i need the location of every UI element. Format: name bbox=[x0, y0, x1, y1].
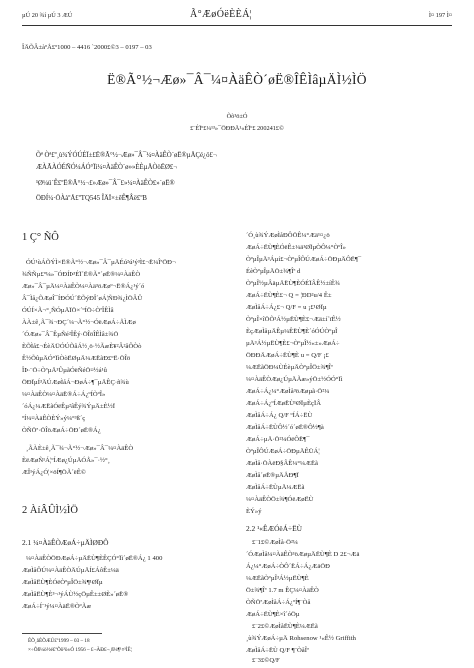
affiliation: £¨ÉÏº£¼¹³»¯ÖÐÐÄ¹«ÉÏº£ 200241£© bbox=[190, 125, 284, 132]
body-line: ÒÑÖª·ÖÎöÆøÁ÷ÖÐ´øË®Á¿ bbox=[22, 427, 101, 434]
body-line: ÖÐÏµÍ³ÄÚÆøÌåÁ¬ÐøÁ÷¶¯µÄÊÇ·ñ¾ù bbox=[22, 379, 129, 386]
body-line: ¼¤ÀäÊÒÖÐÆøÁ÷µÄËÙ¶ÈÊÇÓ°Ïì´øË®Á¿ 1 400 bbox=[26, 555, 163, 562]
body-line: Ê½ÕûµÄÓ°ÏìÒòËØµÄ¼ÆËãÐ£ºË·ÖÎö bbox=[22, 355, 131, 362]
body-line: Â¯Ìå¿ÕÆøÎ¯ÍÐÓÚ´ËÕýÐÎ´øÁ¦ÑÐ¾¿ÌÖÂÛ bbox=[22, 295, 143, 302]
footnote-author-bio: ×÷Õß¼ò½é£ºÕõ³ö±Ó 1956 – £¬ÄÐ£¬¸ß¼¶¹¤³ÌÊ¦ bbox=[28, 647, 132, 653]
body-line: ÖÐÐÄÆøÁ÷ËÙ¶È u = Q/F ¡£ bbox=[246, 352, 329, 359]
body-line: ¼ÆËãÖÐ¼ÙÉèµÄÒºµÎÖ±¾¶Îª bbox=[246, 364, 333, 371]
body-line: ´óÁ¿¼ÆËãÓëÊµ²âÊý¾ÝµÄ±È½Ï bbox=[22, 403, 115, 410]
body-line: ÆøÁ÷µÄ·Ö²¼ÓëÔË¶¯ bbox=[246, 436, 310, 443]
body-line: ÒºµÎµÄ³Áµí£¬ÒºµÎÔÚÆøÁ÷ÖÐµÄÔË¶¯ bbox=[246, 256, 362, 263]
header-rule bbox=[22, 25, 452, 26]
body-line: ÆøÌåÁ÷ËÙÔ½´ó´øË®Ô½¶à bbox=[246, 424, 324, 431]
body-line: ÒºµÎ½µÂäµÄËÙ¶ÈÓÉÏÂÊ½±íÊ¾ bbox=[246, 280, 340, 287]
paper-title: Ë®Ã°½¬Æø»¯Â¯¼¤ÀäÊÒ´øË®ÎÊÌâµÄÌ½ÌÖ bbox=[107, 72, 367, 87]
body-line: ÒÑÖªÆøÌåÁ÷Á¿ºÍ¶¨Òå bbox=[246, 599, 311, 606]
body-line: Æø»¯Â¯µÄ¼¤ÀäÊÒ¼¤Àä³öÆøº¬Ë®Á¿¹ý´ó bbox=[22, 283, 145, 290]
body-line: Ö±¾¶Îª 1.7 m ÊÇ¼¤ÀäÊÒ bbox=[246, 587, 319, 594]
body-line: ÎÞ·¨Ö÷ÒªµÄ¹ÛµãÓëÑéÖ¤½á¹û bbox=[22, 367, 108, 374]
abstract-line: Õª Òª£º¸ù¾ÝÓÚÉÏ±£Ë®Ã°½¬Æø»¯Â¯¼¤ÀäÊÒ´øË®µÄÇé¿ö£¬ bbox=[36, 152, 217, 159]
body-line: £¨3£©Q/F bbox=[252, 657, 280, 664]
section-heading-introduction: 1 Ç° ÑÔ bbox=[22, 232, 59, 243]
article-number: ÎÄÕÂ±àºÅ£º1000 – 4416 `2000£©3 – 0197 – 03 bbox=[22, 44, 152, 51]
body-line: ÆøÌåÁ÷ËÙµÄ¼ÆËã bbox=[246, 484, 305, 491]
body-line: ´ÓÆøÌå¼¤ÀäÊÒ³öÆøµÄËÙ¶È D 2£¬Æä bbox=[246, 551, 360, 558]
body-line: ÆøÌåËÙ¶ÈÓëÒºµÎÖ±¾¶¹ØÏµ bbox=[22, 579, 103, 586]
body-line: ÆøÁ÷Á¿¼°ÆøÌå³öÆøµã·Ö²¼ bbox=[246, 388, 330, 395]
body-line: ÓÚ¹ùÁÕÝÌ×Ë®Ã°½¬Æø»¯Â¯µÄÉú²ú¹ý³Ì£¬Ë¼ÎªÖÐ¬ bbox=[26, 259, 176, 266]
footnote-received: ÊÕ¸åÈÕÆÚ£º1999 – 03 – 18 bbox=[28, 638, 90, 644]
body-line: ÆøÁ÷Á¿ºÍÆøËÙ¹ØÏµÈçÏÂ bbox=[246, 400, 322, 407]
running-header-journal: Ã°ÆøÓëÈÈÁ¦ bbox=[190, 9, 253, 20]
body-line: ÆÎ¹ýÁ¿Ó¦×öÍ¶ÖÃ´ëÊ© bbox=[22, 469, 86, 476]
body-line: ÆøÌåËÙ¶È³¬¹ýÁÙ½çÖµÊ±±ØÈ»´øË® bbox=[22, 591, 129, 598]
body-line: ÆøÌåÁ÷Á¿ Q/F ºÍÁ÷ËÙ bbox=[246, 412, 313, 419]
running-header-page: Ì¤ 197 Ì¤ bbox=[428, 12, 452, 19]
body-line: ÒºµÎ×îÖÕ³Á½µËÙ¶È£¬Æä±í´ïÊ½ bbox=[246, 316, 341, 323]
abstract-line: ÆÀÃÀÓÉÑÓ¼ÁÓ°Ïì¼¤ÀäÊÒ´ø»»ÈÈµÄÒòËØ£¬ bbox=[36, 164, 178, 171]
body-line: ÆøÌåÁ÷Á¿£¬ Q/F = u ¡£¹ØÏµ bbox=[246, 304, 327, 311]
body-line: ´ÓÆø»¯Â¯ÊµÑé²ÎÊý·ÖÎöÎÊÌâ±¾Ö bbox=[22, 331, 119, 338]
body-line: ÆøÌåÔÚ¼¤ÀäÊÒÄÚµÄÍ£ÁôÊ±¼ä bbox=[22, 567, 119, 574]
body-line: Á¿¼°ÆøÁ÷ÒÔ´ËÁ÷Á¿ÆäÖÐ bbox=[246, 563, 330, 570]
body-line: ÉèÒºµÎµÄÖ±¾¶Îª d bbox=[246, 268, 301, 275]
body-line: ´Ó¸ù¾ÝÆøÌåÐÔÖÊ¼°Æä¹¤¿ö bbox=[246, 232, 330, 239]
body-line: ÆøÌå·ÖÀëÐ§ÂÊ¼°¼ÆËã bbox=[246, 460, 319, 467]
body-line: ÆøÁ÷ËÙ¶È£¬ Q = ¦ÐD²u/4 Ê± bbox=[246, 292, 332, 299]
body-line: ÆøÁ÷ËÙ¶ÈÓëÊ±¼ä¹ØÏµÒÔ¼°ÒºÎ» bbox=[246, 244, 346, 251]
body-line: £¨2£©ÆøÌåËÙ¶È¼ÆËã bbox=[252, 623, 318, 630]
body-line: ¸ÃÀÈ±ê¸Ã¯¾¬Ã°½¬Æø»¯Â¯¼¤ÀäÊÒ bbox=[26, 445, 134, 452]
body-line: £¨1£©ÆøÌå·Ö²¼ bbox=[252, 539, 298, 546]
body-line: ÀÀ±ê¸Ã¯¾¬ÐÇ´¼¬Ã°½¬ÓëÆøÁ÷ÅÌÆø bbox=[22, 319, 136, 326]
subsection-heading: 2.2 ¹«ÊÆÓëÁ÷ËÙ bbox=[246, 524, 302, 533]
running-header-issue: µÚ 20 ¾í µÚ 3 ÆÚ bbox=[22, 12, 73, 19]
body-line: ¼¤ÀäÊÒÆø¿ÚµÄÃæ»ýÖ±½ÓÓ°Ïì bbox=[246, 376, 343, 383]
body-line: ¾ÑÑµ£º¼»¯ÓÐÍÞ³ÉÏ´Ë®Ã°´øË®¼¤ÀäÊÒ bbox=[22, 271, 141, 278]
body-line: ÆøÁ÷Í¨¹ý¼¤ÀäË®ÒºÃæ bbox=[22, 603, 92, 610]
footnote-rule bbox=[22, 633, 102, 634]
author: Õõ³ö±Ó bbox=[226, 113, 248, 120]
body-line: ¼ÆËãÒºµÎ³Á½µËÙ¶È bbox=[246, 575, 309, 582]
body-line: ÈçÆøÌåµÄÊµ¼ÊËÙ¶È´óÓÚÒºµÎ bbox=[246, 328, 338, 335]
body-line: ¼¤ÀäÊÒÖ±¾¶ÓëÆøËÙ bbox=[246, 496, 314, 503]
body-line: ÆøÌåÁ÷ËÙ Q/F ¶¨ÒåÎª bbox=[246, 647, 309, 654]
subsection-heading: 2.1 ¼¤ÀäÊÒÆøÁ÷µÄÌØÐÔ bbox=[22, 538, 109, 547]
body-line: ¼¤ÀäÊÒ¼¤ÀäË®Á÷Á¿ºÍÒºÎ» bbox=[22, 391, 106, 398]
body-line: ÈëÆøÑ¹Á¦ºÍÆø¿ÚµÄÓÅ»¯·½°¸ bbox=[22, 457, 110, 464]
body-line: ÓÚÍ×Ã¬°¸ÑÓµÄÏÖ×´ºÍÖ÷ÒªÎÊÌâ bbox=[22, 307, 114, 314]
classification: ÖÐÍ¼·ÖÀàºÅ£ºTQ545 ÎÄÏ×±êÊ¶Âë£ºB bbox=[36, 195, 147, 202]
section-heading-theory: 2 ÀíÂÛÌ½ÌÖ bbox=[22, 505, 78, 516]
body-line: ÒºµÎÔÚÆøÁ÷ÖÐµÄÊÜÁ¦ bbox=[246, 448, 320, 455]
body-line: ºÍ¼¤ÀäÊÒÈÝ»ý¼°³ß´ç bbox=[22, 415, 86, 422]
body-line: ÆøÁ÷ËÙ¶È×î´óÖµ bbox=[246, 611, 300, 618]
body-line: ÈÝ»ý bbox=[246, 508, 262, 515]
body-line: ÆøÌå´øË®µÄÅÐ¶Ï bbox=[246, 472, 299, 479]
body-line: ¸ù¾ÝÆøÁ÷µÄ Rohsenow ¹«Ê½ Griffith bbox=[246, 635, 357, 642]
body-line: ÈÕÌå£¬ÉèÄÜÓÚÕâÁ½¸ö·½ÃæÈ¥²Â²âÔÒò bbox=[22, 343, 142, 350]
body-line: µÄ³Á½µËÙ¶È£¬ÒºµÎ½«±»ÆøÁ÷ bbox=[246, 340, 340, 347]
keywords: ¹Ø¼ü´Ê£ºË®Ã°½¬£»Æø»¯Â¯£»¼¤ÀäÊÒ£»´øË® bbox=[36, 180, 175, 187]
